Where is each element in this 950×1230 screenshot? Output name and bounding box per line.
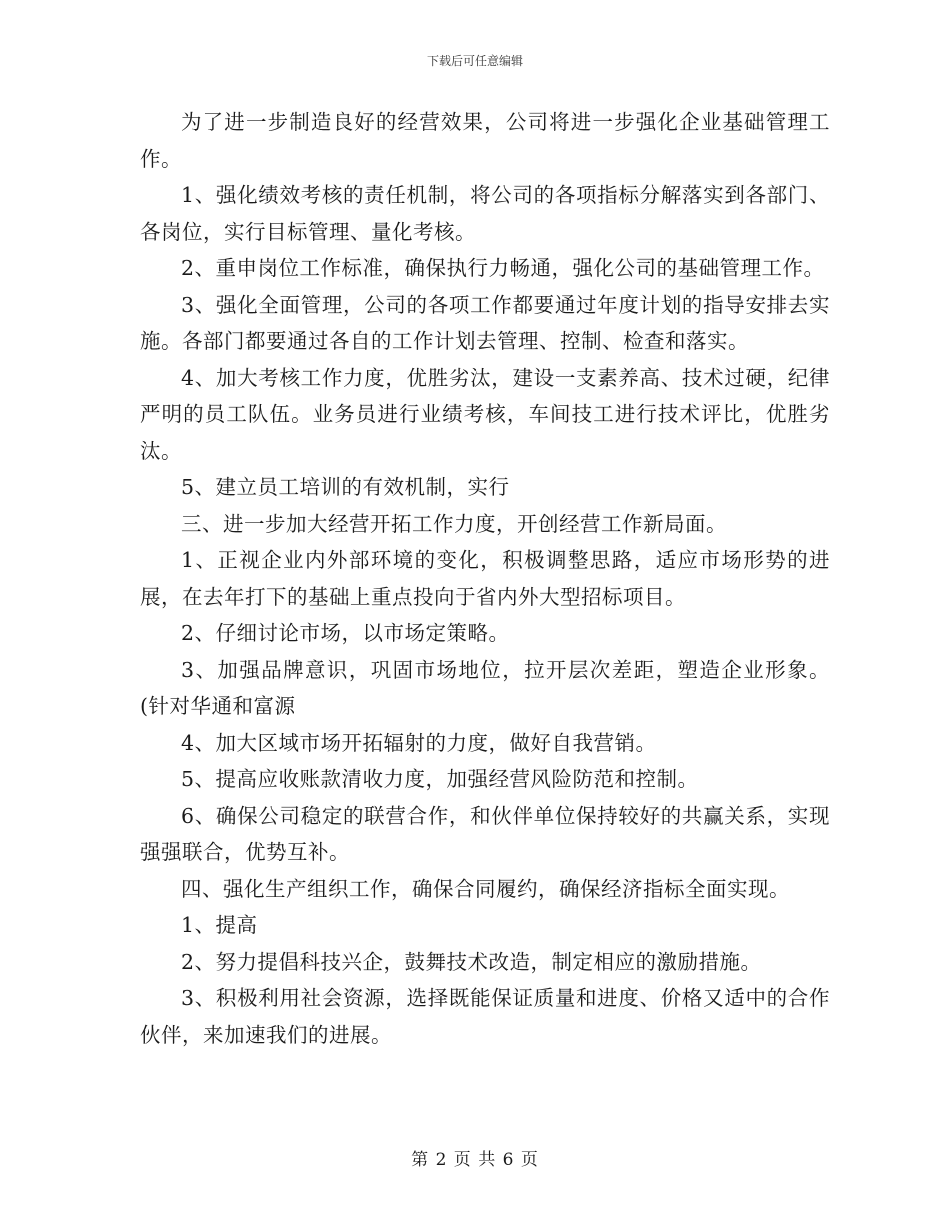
paragraph: 3、加强品牌意识，巩固市场地位，拉开层次差距，塑造企业形象。(针对华通和富源 [140, 657, 830, 718]
page-header: 下载后可任意编辑 [426, 54, 523, 68]
paragraph: 5、建立员工培训的有效机制，实行 [181, 475, 510, 499]
section-heading: 三、进一步加大经营开拓工作力度，开创经营工作新局面。 [181, 511, 727, 536]
paragraph: 5、提高应收账款清收力度，加强经营风险防范和控制。 [181, 767, 699, 791]
paragraph: 2、努力提倡科技兴企，鼓舞技术改造，制定相应的激励措施。 [181, 949, 762, 974]
paragraph: 1、正视企业内外部环境的变化，积极调整思路，适应市场形势的进展，在去年打下的基础上重点投向于省内外大型招标项目。 [140, 548, 830, 609]
paragraph: 2、重申岗位工作标准，确保执行力畅通，强化公司的基础管理工作。 [181, 256, 825, 280]
document-body [140, 104, 830, 1053]
paragraph: 3、积极利用社会资源，选择既能保证质量和进度、价格又适中的合作伙伴，来加速我们的进展。 [140, 986, 830, 1047]
paragraph: 4、加大区域市场开拓辐射的力度，做好自我营销。 [181, 730, 657, 755]
paragraph: 3、强化全面管理，公司的各项工作都要通过年度计划的指导安排去实施。各部门都要通过各自的工作计划去管理、控制、检查和落实。 [140, 292, 830, 353]
paragraph: 2、仔细讨论市场，以市场定策略。 [181, 621, 510, 645]
paragraph: 1、提高 [181, 913, 258, 937]
paragraph: 1、强化绩效考核的责任机制，将公司的各项指标分解落实到各部门、各岗位，实行目标管理、量化考核。 [140, 183, 830, 244]
paragraph: 为了进一步制造良好的经营效果，公司将进一步强化企业基础管理工作。 [140, 110, 830, 171]
section-heading: 四、强化生产组织工作，确保合同履约，确保经济指标全面实现。 [181, 876, 790, 901]
paragraph: 6、确保公司稳定的联营合作，和伙伴单位保持较好的共赢关系，实现强强联合，优势互补。 [140, 803, 830, 864]
paragraph: 4、加大考核工作力度，优胜劣汰，建设一支素养高、技术过硬，纪律严明的员工队伍。业务员进行业绩考核，车间技工进行技术评比，优胜劣汰。 [140, 365, 830, 463]
page-number: 第 2 页 共 6 页 [411, 1150, 539, 1170]
